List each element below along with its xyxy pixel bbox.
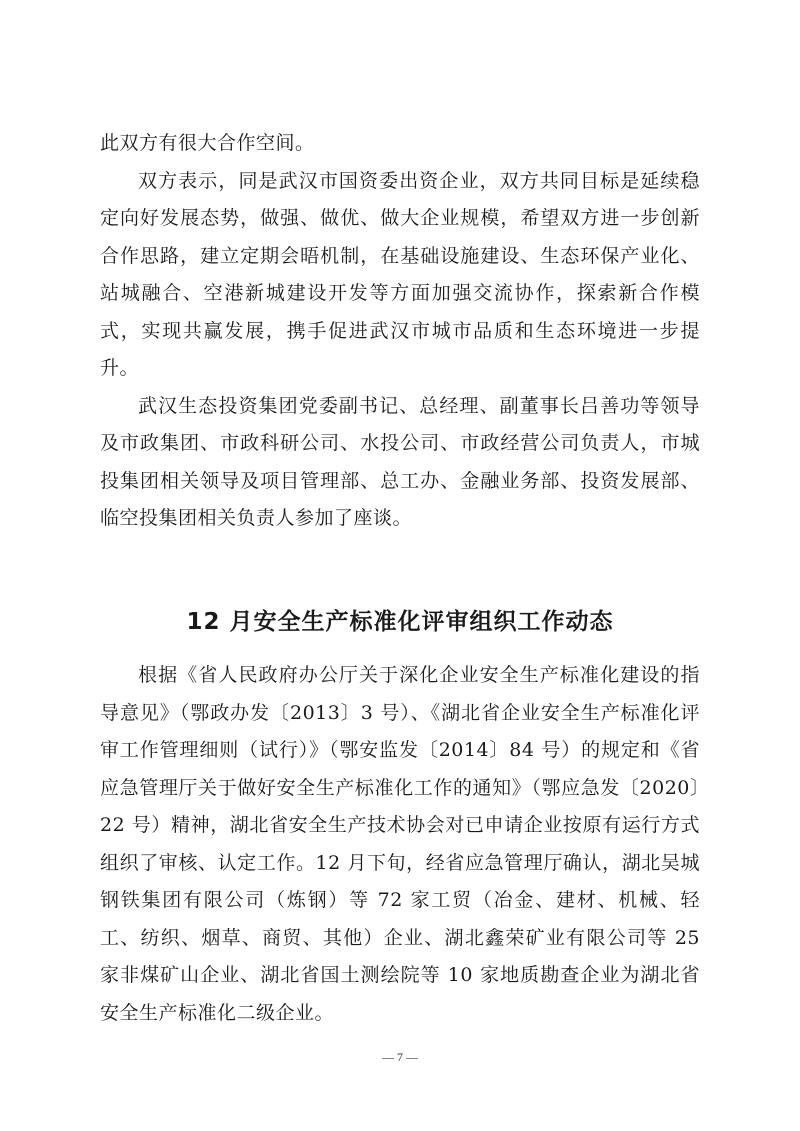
section-title: 12 月安全生产标准化评审组织工作动态 [186,609,614,636]
paragraph-standardization: 根据《省人民政府办公厅关于深化企业安全生产标准化建设的指导意见》（鄂政办发〔2013〕3 号）、《湖北省企业安全生产标准化评审工作管理细则（试行）》（鄂安监发〔2014〕84 号）的规定和《省应急管理厅关于做好安全生产标准化工作的通知》（鄂应急发〔2020〕22 号）精神，湖北省安全生产技术协会对已申请企业按原有运行方式组织了审核、认定工作。12 月下旬，经省应急管理厅确认，湖北吴城钢铁集团有限公司（炼钢）等 72 家工贸（冶金、建材、机械、轻工、纺织、烟草、商贸、其他）企业、湖北鑫荣矿业有限公司等 25 家非煤矿山企业、湖北省国土测绘院等 10 家地质勘查企业为湖北省安全生产标准化二级企业。 [100,664,700,1024]
paragraph-continuation: 此双方有很大合作空间。 [100,132,315,154]
body-text-block [100,125,700,538]
paragraph-cooperation: 双方表示，同是武汉市国资委出资企业，双方共同目标是延续稳定向好发展态势，做强、做优、做大企业规模，希望双方进一步创新合作思路，建立定期会晤机制，在基础设施建设、生态环保产业化、站城融合、空港新城建设开发等方面加强交流协作，探索新合作模式，实现共赢发展，携手促进武汉市城市品质和生态环境进一步提升。 [100,169,700,379]
page-number: — 7 — [382,1050,418,1064]
section-body [100,657,700,1032]
paragraph-attendees: 武汉生态投资集团党委副书记、总经理、副董事长吕善功等领导及市政集团、市政科研公司、水投公司、市政经营公司负责人，市城投集团相关领导及项目管理部、总工办、金融业务部、投资发展部、临空投集团相关负责人参加了座谈。 [100,394,700,529]
